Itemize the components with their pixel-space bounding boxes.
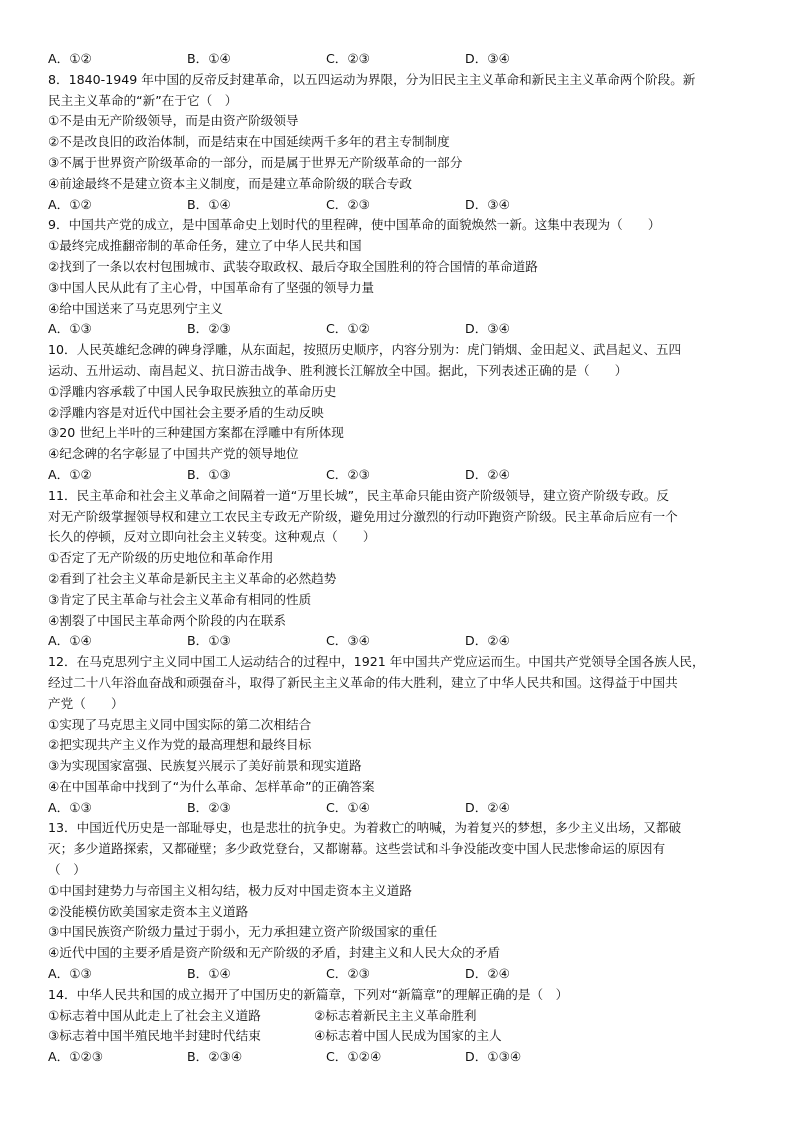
q7-option-d: D．③④ [465,51,510,66]
q8-option-a: A．①② [48,196,92,212]
q9-statement: ②找到了一条以农村包围城市、武装夺取政权、最后夺取全国胜利的符合国情的革命道路 [48,258,538,274]
q10-stem-line: 10．人民英雄纪念碑的碑身浮雕，从东面起，按照历史顺序，内容分别为：虎门销烟、金田起义、武昌起义、五四 [48,342,682,358]
q9-options [48,319,752,340]
q14-statement-row [48,1026,752,1047]
q10-statement: ④纪念碑的名字彰显了中国共产党的领导地位 [48,446,299,462]
q14-statement: ④标志着中国人民成为国家的主人 [314,1028,502,1044]
q11-option-b: B．①③ [187,633,231,649]
q8-statement: ②不是改良旧的政治体制，而是结束在中国延续两千多年的君主专制制度 [48,134,450,150]
q10-stem-line: 运动、五卅运动、南昌起义、抗日游击战争、胜利渡长江解放全中国。据此，下列表述正确的是（ ） [48,362,628,378]
q14-option-a: A．①②③ [48,1049,104,1065]
q12-statement: ③为实现国家富强、民族复兴展示了美好前景和现实道路 [48,758,362,774]
q13-option-c: C．②③ [326,966,370,982]
question-13 [48,818,752,984]
q13-option-d: D．②④ [465,966,510,982]
q7-option-c: C．②③ [326,51,370,66]
q13-stem-line: 灭；多少道路探索，又都碰壁；多少政党登台，又都谢幕。这些尝试和斗争没能改变中国人民悲惨命运的原因有 [48,841,666,857]
q14-statement: ②标志着新民主主义革命胜利 [314,1007,477,1023]
q8-stem-line: 8．1840-1949 年中国的反帝反封建革命，以五四运动为界限，分为旧民主主义革命和新民主主义革命两个阶段。新 [48,71,696,87]
question-8 [48,70,752,216]
question-9 [48,215,752,340]
q14-options [48,1047,752,1068]
question-list [48,49,752,1068]
q8-option-b: B．①④ [187,196,231,212]
q12-option-b: B．②③ [187,799,231,815]
q12-options [48,798,752,819]
q8-stem-line: 民主主义革命的“新”在于它（ ） [48,92,238,108]
q11-option-c: C．③④ [326,633,370,649]
q10-statement: ②浮雕内容是对近代中国社会主要矛盾的生动反映 [48,404,324,420]
q11-statement: ④割裂了中国民主革命两个阶段的内在联系 [48,612,286,628]
q12-statement: ①实现了马克思主义同中国实际的第二次相结合 [48,716,312,732]
q12-stem-line: 12．在马克思列宁主义同中国工人运动结合的过程中，1921 年中国共产党应运而生。中国共产党领导全国各族人民， [48,654,705,670]
q12-stem-line: 经过二十八年浴血奋战和顽强奋斗，取得了新民主主义革命的伟大胜利，建立了中华人民共和国。这得益于中国共 [48,674,678,690]
q9-statement: ①最终完成推翻帝制的革命任务，建立了中华人民共和国 [48,238,362,254]
q8-options [48,195,752,216]
q9-stem-line: 9．中国共产党的成立，是中国革命史上划时代的里程碑，使中国革命的面貌焕然一新。这集中表现为（ ） [48,217,661,233]
q11-stem-line: 长久的停顿，反对立即向社会主义转变。这种观点（ ） [48,529,376,545]
q9-option-a: A．①③ [48,321,92,337]
q13-statement: ②没能模仿欧美国家走资本主义道路 [48,903,249,919]
q11-option-d: D．②④ [465,633,510,649]
q8-option-c: C．②③ [326,196,370,212]
q10-statement: ①浮雕内容承载了中国人民争取民族独立的革命历史 [48,383,337,399]
q9-option-c: C．①② [326,321,370,337]
q11-statement: ②看到了社会主义革命是新民主主义革命的必然趋势 [48,570,337,586]
q12-stem-line: 产党（ ） [48,695,124,711]
q13-options [48,964,752,985]
q13-option-b: B．①④ [187,966,231,982]
q10-option-a: A．①② [48,466,92,482]
q8-statement: ③不属于世界资产阶级革命的一部分，而是属于世界无产阶级革命的一部分 [48,154,463,170]
q8-statement: ④前途最终不是建立资本主义制度，而是建立革命阶级的联合专政 [48,175,412,191]
q12-option-a: A．①③ [48,799,92,815]
q11-stem-line: 对无产阶级掌握领导权和建立工农民主专政无产阶级，避免用过分激烈的行动吓跑资产阶级。民主革命后应有一个 [48,508,678,524]
q12-statement: ④在中国革命中找到了“为什么革命、怎样革命”的正确答案 [48,778,375,794]
q11-statement: ①否定了无产阶级的历史地位和革命作用 [48,550,274,566]
q14-option-b: B．②③④ [187,1049,243,1065]
q13-statement: ①中国封建势力与帝国主义相勾结，极力反对中国走资本主义道路 [48,882,412,898]
q10-option-c: C．②③ [326,466,370,482]
q8-option-d: D．③④ [465,196,510,212]
q13-stem-line: （ ） [48,862,86,878]
question-10 [48,340,752,486]
q14-option-c: C．①②④ [326,1049,382,1065]
q10-options [48,465,752,486]
q7-options [48,49,752,70]
question-12 [48,652,752,818]
q7-option-b: B．①④ [187,51,231,66]
q14-statement: ③标志着中国半殖民地半封建时代结束 [48,1028,261,1044]
q13-statement: ④近代中国的主要矛盾是资产阶级和无产阶级的矛盾，封建主义和人民大众的矛盾 [48,945,501,961]
q13-option-a: A．①③ [48,966,92,982]
q11-stem-line: 11．民主革命和社会主义革命之间隔着一道“万里长城”，民主革命只能由资产阶级领导，建立资产阶级专政。反 [48,487,669,503]
q9-option-b: B．②③ [187,321,231,337]
q8-statement: ①不是由无产阶级领导，而是由资产阶级领导 [48,113,299,129]
q10-option-d: D．②④ [465,466,510,482]
q9-statement: ③中国人民从此有了主心骨，中国革命有了坚强的领导力量 [48,279,375,295]
q11-option-a: A．①④ [48,633,92,649]
q9-statement: ④给中国送来了马克思列宁主义 [48,300,224,316]
q14-option-d: D．①③④ [465,1049,522,1065]
q12-statement: ②把实现共产主义作为党的最高理想和最终目标 [48,737,312,753]
q14-statement: ①标志着中国从此走上了社会主义道路 [48,1007,261,1023]
question-14 [48,985,752,1068]
q13-stem-line: 13．中国近代历史是一部耻辱史，也是悲壮的抗争史。为着救亡的呐喊，为着复兴的梦想，多少主义出场，又都破 [48,820,682,836]
q11-statement: ③肯定了民主革命与社会主义革命有相同的性质 [48,591,312,607]
q12-option-c: C．①④ [326,799,370,815]
q13-statement: ③中国民族资产阶级力量过于弱小，无力承担建立资产阶级国家的重任 [48,924,438,940]
q10-statement: ③20 世纪上半叶的三种建国方案都在浮雕中有所体现 [48,425,344,441]
q9-option-d: D．③④ [465,321,510,337]
q12-option-d: D．②④ [465,799,510,815]
question-11 [48,486,752,652]
q14-statement-row [48,1006,752,1027]
q7-option-a: A．①② [48,51,92,66]
q14-stem-line: 14．中华人民共和国的成立揭开了中国历史的新篇章，下列对“新篇章”的理解正确的是（ ） [48,986,569,1002]
q10-option-b: B．①③ [187,466,231,482]
q11-options [48,631,752,652]
